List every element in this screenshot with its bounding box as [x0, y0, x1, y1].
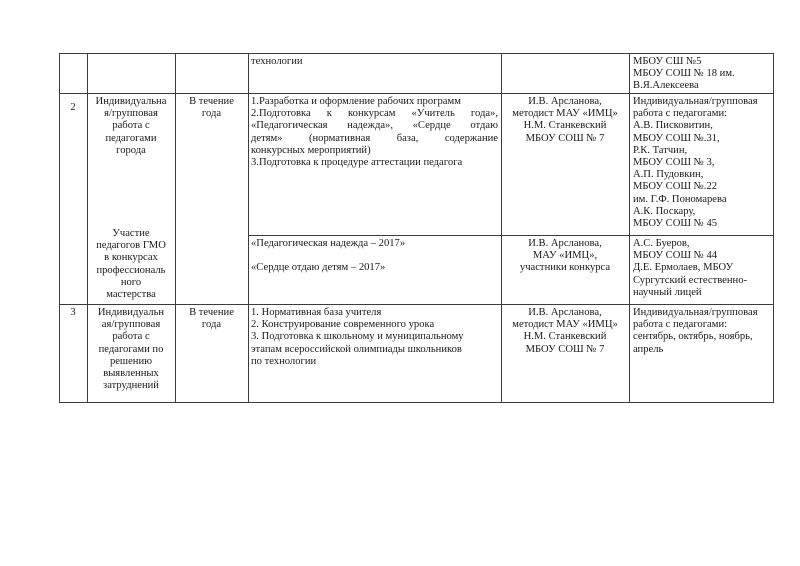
participant-line: А.К. Поскару, — [633, 205, 696, 217]
form-line: затруднений — [103, 380, 159, 392]
cell-responsible — [501, 307, 629, 356]
period-line: года — [201, 319, 222, 331]
form-line: педагогами — [105, 132, 157, 144]
cell-content-top — [251, 96, 498, 169]
content-line: этапам всероссийской олимпиады школьников — [251, 343, 462, 355]
row-divider-subrow — [248, 235, 774, 236]
responsible-line: методист МАУ «ИМЦ» — [512, 108, 618, 120]
participant-line: МБОУ СОШ №.22 — [633, 181, 718, 193]
content-line: 3. Подготовка к школьному и муниципальному — [251, 331, 464, 343]
content-item-2-line: детям» (нормативная база, содержание — [251, 132, 498, 144]
responsible-line: МБОУ СОШ № 7 — [525, 132, 605, 144]
form-line: мастерства — [106, 289, 156, 301]
participant-line: МБОУ СОШ № 18 им. — [633, 68, 735, 80]
participant-line: сентябрь, октябрь, ноябрь, — [633, 331, 753, 343]
content-item-3: 3.Подготовка к процедуре аттестации педагога — [251, 157, 463, 169]
participant-line: МБОУ СОШ № 45 — [633, 218, 718, 230]
content-line: по технологии — [251, 355, 317, 367]
content-item-2-line: конкурсных мероприятий) — [251, 144, 371, 156]
form-line: выявленных — [103, 368, 159, 380]
responsible-line: Н.М. Станкевский — [523, 120, 607, 132]
cell-participants — [633, 307, 773, 356]
form-line: работа с — [112, 120, 150, 132]
col-divider-3 — [248, 53, 249, 403]
participant-line: апрель — [633, 343, 664, 355]
participant-line: МБОУ СОШ № 44 — [633, 250, 718, 262]
form-line: Индивидуальн — [97, 307, 165, 318]
content-line: 2. Конструирование современного урока — [251, 319, 435, 331]
cell-form-top — [87, 96, 175, 157]
form-line: педагогов ГМО — [96, 240, 166, 252]
col-divider-5 — [629, 53, 630, 403]
period-line: года — [201, 108, 222, 120]
cell-responsible-top — [501, 96, 629, 145]
cell-form-bottom — [87, 228, 175, 301]
form-line: ая/групповая — [101, 319, 161, 331]
form-line: в конкурсах — [104, 252, 158, 264]
cell-row-number — [59, 102, 87, 114]
participant-line: научный лицей — [633, 286, 702, 298]
participant-line: Сургутский естественно- — [633, 274, 748, 286]
form-line: педагогами по — [98, 343, 164, 355]
participant-line: Индивидуальная/групповая — [633, 307, 758, 318]
row-number: 2 — [70, 102, 76, 113]
responsible-line: И.В. Арсланова, — [528, 96, 602, 107]
form-line: ного — [120, 276, 142, 288]
responsible-line: методист МАУ «ИМЦ» — [512, 319, 618, 331]
row-divider-1 — [59, 93, 774, 94]
form-line: города — [116, 144, 146, 156]
cell-participants-continued — [633, 56, 773, 93]
period-line: В течение — [189, 96, 234, 107]
responsible-line: МАУ «ИМЦ», — [532, 250, 598, 262]
content-item-2-line: «Педагогическая надежда», «Сердце отдаю — [251, 120, 498, 132]
content-item-2-line: 2.Подготовка к конкурсам «Учитель года», — [251, 108, 498, 120]
cell-participants-top — [633, 96, 773, 230]
table-border-right — [773, 53, 774, 403]
form-line: Участие — [112, 228, 150, 239]
participant-line: работа с педагогами: — [633, 108, 728, 120]
participant-line: Д.Е. Ермолаев, МБОУ — [633, 262, 734, 274]
row-number: 3 — [70, 307, 76, 318]
participant-line: работа с педагогами: — [633, 319, 728, 331]
row-divider-2 — [59, 304, 774, 305]
responsible-line: МБОУ СОШ № 7 — [525, 343, 605, 355]
form-line: профессиональ — [96, 264, 166, 276]
cell-content-bottom — [251, 238, 498, 274]
participant-line: В.Я.Алексеева — [633, 80, 699, 92]
form-line: я/групповая — [104, 108, 158, 120]
content-item-1: 1.Разработка и оформление рабочих программ — [251, 96, 461, 107]
table-border-bottom — [59, 402, 774, 403]
participant-line: МБОУ СШ №5 — [633, 56, 702, 67]
content-line: 1. Нормативная база учителя — [251, 307, 382, 318]
cell-form — [87, 307, 175, 392]
content-text: технологии — [251, 56, 303, 67]
cell-period — [175, 307, 248, 331]
cell-participants-bottom — [633, 238, 773, 299]
participant-line: Индивидуальная/групповая — [633, 96, 758, 107]
form-line: работа с — [112, 331, 150, 343]
form-line: Индивидуальна — [95, 96, 167, 107]
participant-line: А.П. Пудовкин, — [633, 169, 704, 181]
contest-1: «Педагогическая надежда – 2017» — [251, 238, 406, 249]
participant-line: Р.К. Татчин, — [633, 144, 688, 156]
participant-line: МБОУ СОШ №.31, — [633, 132, 720, 144]
period-line: В течение — [189, 307, 234, 318]
cell-content — [251, 307, 498, 368]
responsible-line: участники конкурса — [519, 262, 611, 274]
form-line: решению — [109, 355, 153, 367]
table-border-top — [59, 53, 774, 54]
cell-responsible-bottom — [501, 238, 629, 275]
cell-row-number — [59, 307, 87, 319]
participant-line: А.В. Писковитин, — [633, 120, 713, 132]
cell-content-continued — [251, 56, 499, 68]
contest-2: «Сердце отдаю детям – 2017» — [251, 262, 386, 274]
participant-line: им. Г.Ф. Пономарева — [633, 193, 727, 205]
participant-line: МБОУ СОШ № 3, — [633, 157, 715, 169]
participant-line: А.С. Буеров, — [633, 238, 690, 249]
responsible-line: И.В. Арсланова, — [528, 307, 602, 318]
cell-period — [175, 96, 248, 120]
responsible-line: И.В. Арсланова, — [528, 238, 602, 249]
responsible-line: Н.М. Станкевский — [523, 331, 607, 343]
